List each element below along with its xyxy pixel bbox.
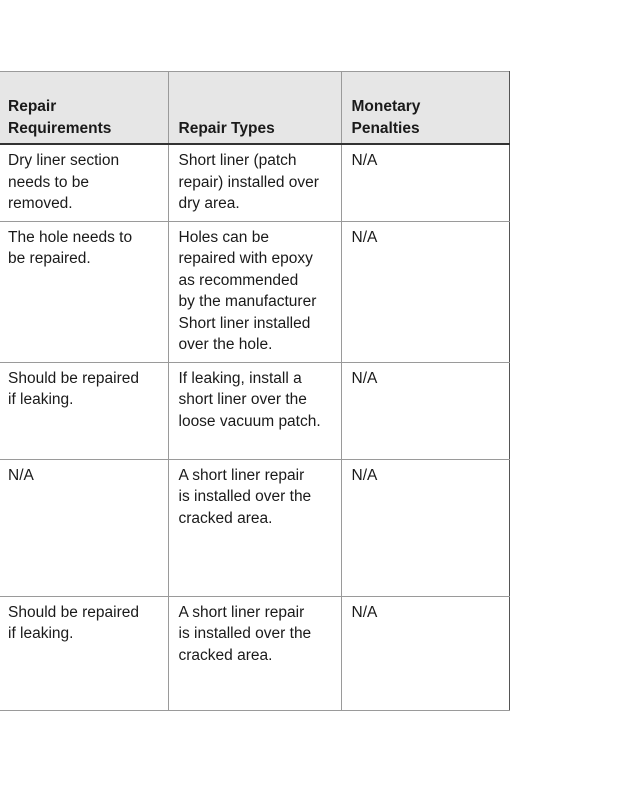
header-monetary-penalties: Monetary Penalties xyxy=(341,72,509,145)
table-header xyxy=(0,72,509,145)
cell-repair-type: A short liner repair is installed over the cracked area. xyxy=(168,459,341,596)
cell-repair-requirement: The hole needs to be repaired. xyxy=(0,221,168,362)
table-row xyxy=(0,362,509,459)
table-body xyxy=(0,144,509,710)
table-row xyxy=(0,459,509,596)
cell-monetary-penalty: N/A xyxy=(341,596,509,710)
table-row xyxy=(0,221,509,362)
header-row xyxy=(0,72,509,145)
cell-repair-type: If leaking, install a short liner over the loose vacuum patch. xyxy=(168,362,341,459)
cell-repair-requirement: N/A xyxy=(0,459,168,596)
cell-repair-type: Holes can be repaired with epoxy as recommended by the manufacturer Short liner installed over the hole. xyxy=(168,221,341,362)
cell-monetary-penalty: N/A xyxy=(341,144,509,221)
repair-table xyxy=(0,71,510,711)
cell-repair-requirement: Should be repaired if leaking. xyxy=(0,596,168,710)
cell-repair-type: Short liner (patch repair) installed over dry area. xyxy=(168,144,341,221)
table-row xyxy=(0,596,509,710)
cell-repair-requirement: Should be repaired if leaking. xyxy=(0,362,168,459)
header-repair-requirements: Repair Requirements xyxy=(0,72,168,145)
cell-repair-requirement: Dry liner section needs to be removed. xyxy=(0,144,168,221)
cell-monetary-penalty: N/A xyxy=(341,221,509,362)
table-row xyxy=(0,144,509,221)
repair-table-container xyxy=(0,71,509,711)
cell-repair-type: A short liner repair is installed over the cracked area. xyxy=(168,596,341,710)
header-repair-types: Repair Types xyxy=(168,72,341,145)
cell-monetary-penalty: N/A xyxy=(341,459,509,596)
cell-monetary-penalty: N/A xyxy=(341,362,509,459)
